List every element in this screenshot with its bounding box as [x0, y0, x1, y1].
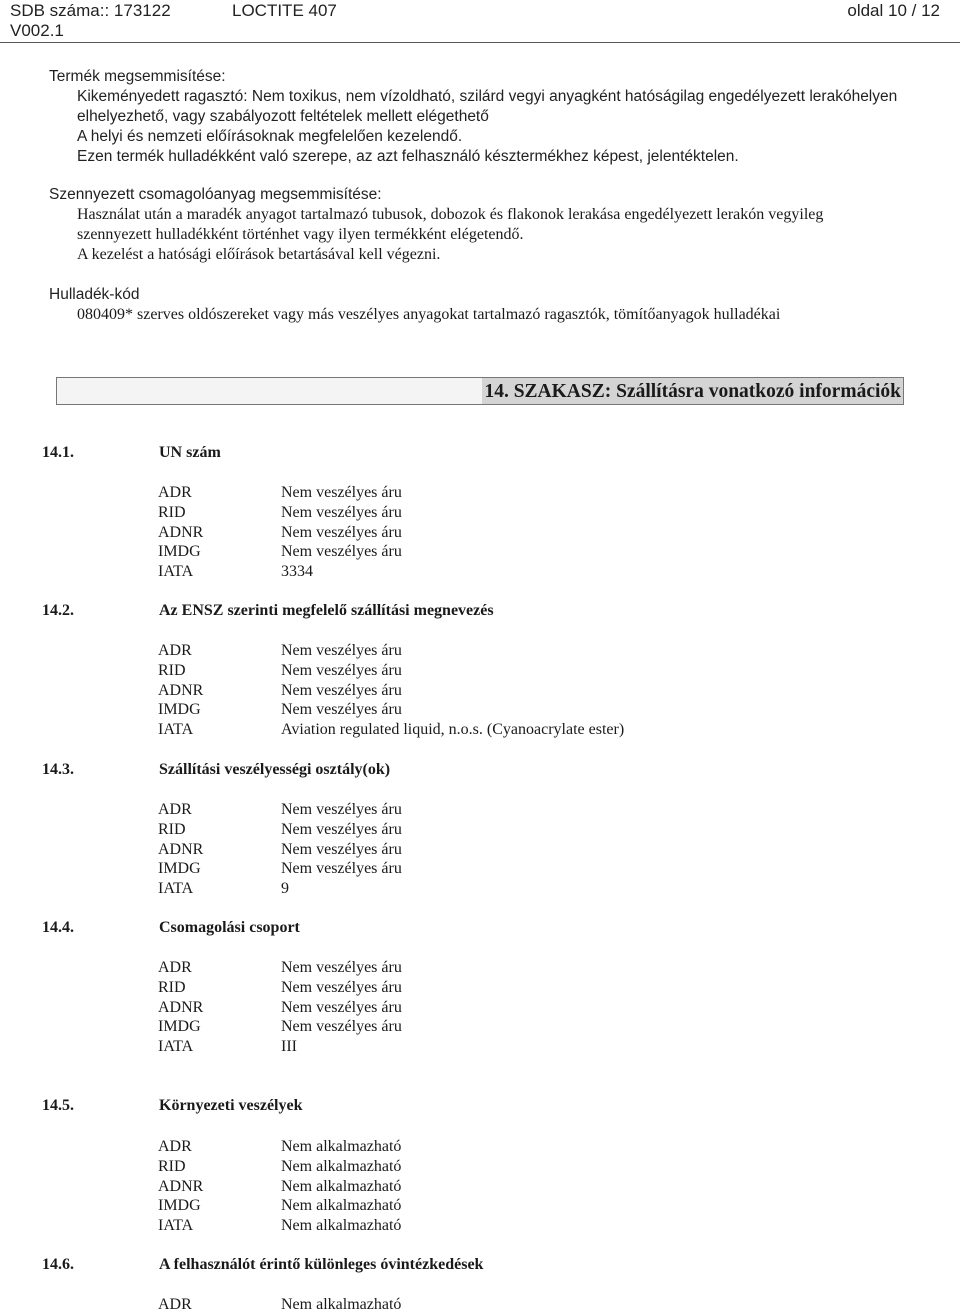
- transport-value: Nem alkalmazható: [281, 1217, 402, 1235]
- transport-value: Nem veszélyes áru: [281, 978, 402, 996]
- transport-mode: RID: [158, 1157, 186, 1175]
- transport-value: 3334: [281, 563, 313, 581]
- transport-mode: RID: [158, 978, 186, 996]
- transport-value: Nem veszélyes áru: [281, 503, 402, 521]
- subsection-title: Szállítási veszélyességi osztály(ok): [159, 761, 391, 778]
- version-number: V002.1: [10, 21, 64, 40]
- subsection-title: Az ENSZ szerinti megfelelő szállítási megnevezés: [159, 602, 494, 619]
- transport-value: Nem veszélyes áru: [281, 523, 402, 541]
- transport-mode: IMDG: [158, 1197, 201, 1215]
- packaging-disposal-line: szennyezett hulladékként történhet vagy ilyen termékként elégetendő.: [77, 226, 524, 243]
- packaging-disposal-heading: Szennyezett csomagolóanyag megsemmisítése:: [49, 186, 382, 203]
- subsection-title: Környezeti veszélyek: [159, 1097, 303, 1114]
- product-disposal-line: Kikeményedett ragasztó: Nem toxikus, nem vízoldható, szilárd vegyi anyagként hatóságilag engedélyezett lerakóhelyen: [77, 88, 898, 105]
- product-disposal-heading: Termék megsemmisítése:: [49, 68, 226, 85]
- transport-mode: IATA: [158, 880, 194, 898]
- transport-value: 9: [281, 880, 289, 898]
- transport-mode: IMDG: [158, 543, 201, 561]
- transport-mode: ADR: [158, 959, 192, 976]
- subsection-title: A felhasználót érintő különleges óvintézkedések: [159, 1256, 484, 1273]
- transport-mode: ADR: [158, 801, 192, 818]
- transport-value: Nem veszélyes áru: [281, 543, 402, 561]
- subsection-number: 14.2.: [42, 602, 74, 619]
- transport-mode: IATA: [158, 1038, 194, 1056]
- transport-value: Nem veszélyes áru: [281, 661, 402, 679]
- transport-mode: RID: [158, 503, 186, 521]
- transport-value: Nem veszélyes áru: [281, 959, 402, 976]
- transport-mode: ADNR: [158, 681, 204, 699]
- transport-value: Nem veszélyes áru: [281, 998, 402, 1016]
- section-14-title: 14. SZAKASZ: Szállításra vonatkozó információk: [482, 378, 903, 404]
- product-disposal-line: Ezen termék hulladékként való szerepe, az azt felhasználó késztermékhez képest, jelentéktelen.: [77, 148, 739, 165]
- transport-mode: IMDG: [158, 860, 201, 878]
- section-14-banner: [56, 377, 904, 405]
- transport-value: Nem alkalmazható: [281, 1177, 402, 1195]
- transport-value: Nem alkalmazható: [281, 1138, 402, 1155]
- subsection-number: 14.5.: [42, 1097, 74, 1114]
- transport-mode: IATA: [158, 1217, 194, 1235]
- transport-mode: ADNR: [158, 840, 204, 858]
- transport-value: Nem veszélyes áru: [281, 681, 402, 699]
- transport-value: Nem alkalmazható: [281, 1157, 402, 1175]
- subsection-number: 14.3.: [42, 761, 74, 778]
- product-disposal-line: A helyi és nemzeti előírásoknak megfelelően kezelendő.: [77, 128, 463, 145]
- transport-value: Nem veszélyes áru: [281, 701, 402, 719]
- transport-mode: RID: [158, 661, 186, 679]
- transport-mode: IATA: [158, 563, 194, 581]
- transport-mode: ADR: [158, 642, 192, 659]
- transport-value: Nem veszélyes áru: [281, 860, 402, 878]
- transport-value: Nem veszélyes áru: [281, 642, 402, 659]
- transport-value: Nem alkalmazható: [281, 1197, 402, 1215]
- transport-value: Nem veszélyes áru: [281, 820, 402, 838]
- transport-mode: IMDG: [158, 1018, 201, 1036]
- transport-mode: ADNR: [158, 998, 204, 1016]
- product-disposal-line: elhelyezhető, vagy szabályozott feltételek mellett elégethető: [77, 108, 489, 125]
- packaging-disposal-line: Használat után a maradék anyagot tartalmazó tubusok, dobozok és flakonok lerakása engedélyezett lerakón vegyileg: [77, 206, 824, 223]
- transport-value: Nem veszélyes áru: [281, 801, 402, 818]
- sds-number: SDB száma:: 173122: [10, 1, 171, 20]
- product-disposal-block: [49, 67, 929, 167]
- transport-mode: ADNR: [158, 523, 204, 541]
- waste-code-line: 080409* szerves oldószereket vagy más veszélyes anyagokat tartalmazó ragasztók, tömítőanyagok hulladékai: [77, 306, 781, 323]
- transport-mode: ADR: [158, 1296, 192, 1313]
- waste-code-heading: Hulladék-kód: [49, 286, 140, 303]
- packaging-disposal-block: [49, 185, 929, 265]
- transport-value: Nem veszélyes áru: [281, 484, 402, 501]
- subsection-number: 14.4.: [42, 919, 74, 936]
- transport-value: III: [281, 1038, 297, 1056]
- transport-value: Nem veszélyes áru: [281, 840, 402, 858]
- transport-mode: IMDG: [158, 701, 201, 719]
- transport-mode: ADNR: [158, 1177, 204, 1195]
- transport-mode: ADR: [158, 484, 192, 501]
- subsection-title: Csomagolási csoport: [159, 919, 300, 936]
- page-number: oldal 10 / 12: [847, 1, 940, 20]
- transport-value: Nem veszélyes áru: [281, 1018, 402, 1036]
- transport-mode: IATA: [158, 721, 194, 739]
- transport-mode: ADR: [158, 1138, 192, 1155]
- header-divider: [0, 42, 960, 43]
- subsection-number: 14.6.: [42, 1256, 74, 1273]
- product-name: LOCTITE 407: [232, 1, 337, 20]
- subsection-title: UN szám: [159, 444, 221, 461]
- transport-mode: RID: [158, 820, 186, 838]
- transport-value: Nem alkalmazható: [281, 1296, 402, 1313]
- waste-code-block: [49, 285, 929, 325]
- subsection-number: 14.1.: [42, 444, 74, 461]
- transport-value: Aviation regulated liquid, n.o.s. (Cyanoacrylate ester): [281, 721, 625, 739]
- page-header: [0, 0, 960, 44]
- packaging-disposal-line: A kezelést a hatósági előírások betartásával kell végezni.: [77, 246, 441, 263]
